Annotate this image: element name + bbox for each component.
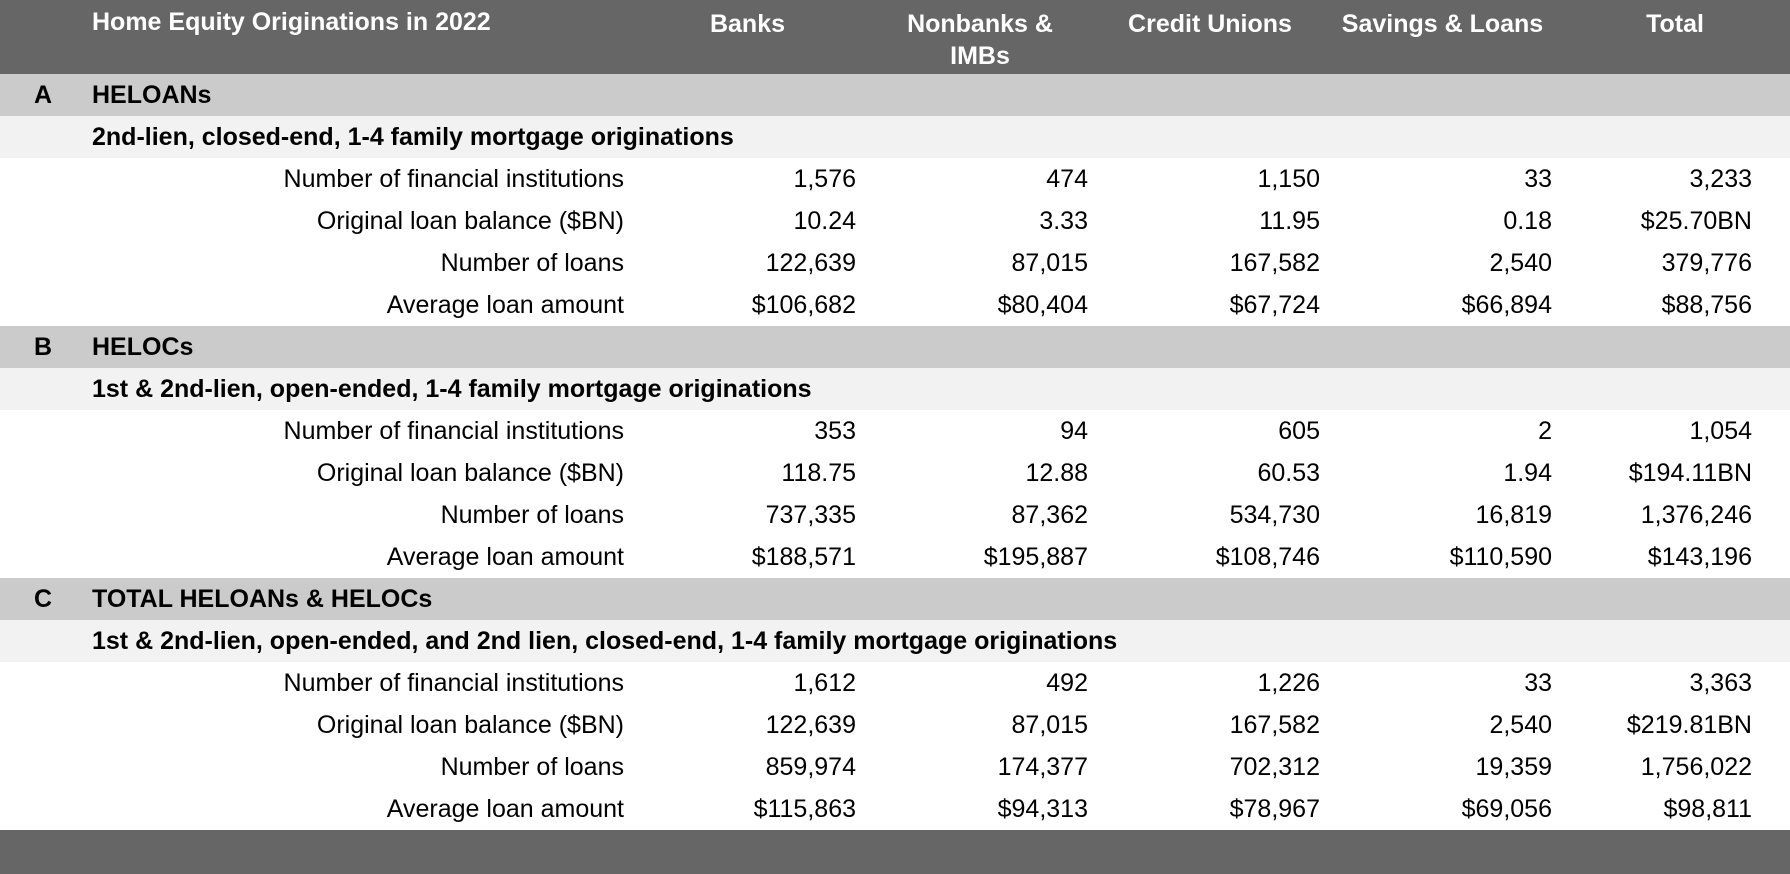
table-header	[0, 0, 1790, 74]
table-row	[0, 536, 1790, 578]
section-letter: A	[34, 81, 53, 109]
cell-total: $98,811	[1663, 795, 1752, 823]
cell-banks: $115,863	[753, 795, 856, 823]
cell-banks: 1,612	[793, 669, 856, 697]
cell-total: $194.11BN	[1628, 459, 1752, 487]
row-label: Average loan amount	[386, 795, 624, 823]
cell-savings-loans: 19,359	[1475, 753, 1552, 781]
table-row	[0, 746, 1790, 788]
section-title: HELOCs	[92, 333, 194, 361]
table-footer-bar	[0, 830, 1790, 874]
cell-nonbanks: $80,404	[997, 291, 1088, 319]
section-bar-a	[0, 74, 1790, 116]
table-row	[0, 494, 1790, 536]
cell-banks: 1,576	[793, 165, 856, 193]
cell-banks: 353	[814, 417, 856, 445]
table-row	[0, 410, 1790, 452]
section-subtitle-c	[0, 620, 1790, 662]
column-header-savings-loans: Savings & Loans	[1341, 10, 1544, 38]
cell-credit-unions: $67,724	[1229, 291, 1320, 319]
table-row	[0, 158, 1790, 200]
cell-banks: 122,639	[765, 711, 856, 739]
row-label: Number of loans	[440, 501, 624, 529]
table-row	[0, 452, 1790, 494]
table-row	[0, 662, 1790, 704]
row-label: Original loan balance ($BN)	[316, 459, 624, 487]
cell-total: 1,054	[1689, 417, 1752, 445]
cell-savings-loans: $110,590	[1449, 543, 1552, 571]
cell-savings-loans: $66,894	[1461, 291, 1552, 319]
cell-banks: 737,335	[765, 501, 856, 529]
cell-nonbanks: 87,362	[1011, 501, 1088, 529]
cell-savings-loans: 2,540	[1489, 249, 1552, 277]
cell-nonbanks: 492	[1046, 669, 1088, 697]
section-subtitle-text: 1st & 2nd-lien, open-ended, and 2nd lien, closed-end, 1-4 family mortgage originations	[92, 627, 1118, 655]
cell-credit-unions: $78,967	[1229, 795, 1320, 823]
section-subtitle-b	[0, 368, 1790, 410]
cell-banks: $106,682	[751, 291, 856, 319]
section-letter: C	[34, 585, 53, 613]
row-label: Average loan amount	[386, 291, 624, 319]
row-label: Average loan amount	[386, 543, 624, 571]
cell-credit-unions: 702,312	[1229, 753, 1320, 781]
cell-savings-loans: 2,540	[1489, 711, 1552, 739]
cell-savings-loans: 33	[1524, 669, 1552, 697]
table-row	[0, 284, 1790, 326]
cell-credit-unions: $108,746	[1215, 543, 1320, 571]
cell-nonbanks: 174,377	[997, 753, 1088, 781]
cell-credit-unions: 1,226	[1257, 669, 1320, 697]
section-subtitle-text: 2nd-lien, closed-end, 1-4 family mortgage originations	[92, 123, 734, 151]
cell-nonbanks: 3.33	[1039, 207, 1088, 235]
cell-banks: 118.75	[781, 459, 856, 487]
cell-savings-loans: 16,819	[1475, 501, 1552, 529]
cell-credit-unions: 60.53	[1257, 459, 1320, 487]
cell-credit-unions: 11.95	[1259, 207, 1320, 235]
section-subtitle-a	[0, 116, 1790, 158]
cell-banks: 10.24	[793, 207, 856, 235]
row-label: Number of loans	[440, 249, 624, 277]
section-title: HELOANs	[92, 81, 212, 109]
table-row	[0, 242, 1790, 284]
table-title: Home Equity Originations in 2022	[92, 8, 491, 36]
cell-credit-unions: 534,730	[1229, 501, 1320, 529]
cell-nonbanks: 474	[1046, 165, 1088, 193]
cell-banks: $188,571	[751, 543, 856, 571]
cell-savings-loans: 33	[1524, 165, 1552, 193]
cell-banks: 122,639	[765, 249, 856, 277]
cell-credit-unions: 167,582	[1229, 249, 1320, 277]
section-title: TOTAL HELOANs & HELOCs	[92, 585, 433, 613]
row-label: Original loan balance ($BN)	[316, 711, 624, 739]
cell-total: $88,756	[1661, 291, 1752, 319]
row-label: Original loan balance ($BN)	[316, 207, 624, 235]
section-bar-c	[0, 578, 1790, 620]
cell-nonbanks: 12.88	[1025, 459, 1088, 487]
cell-total: 1,376,246	[1640, 501, 1752, 529]
column-header-credit-unions: Credit Unions	[1128, 10, 1292, 38]
column-header-banks: Banks	[709, 10, 786, 38]
cell-savings-loans: 0.18	[1503, 207, 1552, 235]
cell-total: $219.81BN	[1626, 711, 1752, 739]
cell-nonbanks: 87,015	[1011, 711, 1088, 739]
cell-nonbanks: 94	[1060, 417, 1088, 445]
section-bar-b	[0, 326, 1790, 368]
cell-nonbanks: $94,313	[997, 795, 1088, 823]
table-row	[0, 200, 1790, 242]
table-row	[0, 704, 1790, 746]
row-label: Number of financial institutions	[283, 417, 624, 445]
cell-credit-unions: 1,150	[1257, 165, 1320, 193]
cell-nonbanks: 87,015	[1011, 249, 1088, 277]
cell-credit-unions: 605	[1278, 417, 1320, 445]
row-label: Number of financial institutions	[283, 165, 624, 193]
cell-total: $25.70BN	[1640, 207, 1752, 235]
cell-nonbanks: $195,887	[983, 543, 1088, 571]
column-header-nonbanks: Nonbanks & IMBs	[907, 10, 1053, 70]
cell-savings-loans: 1.94	[1503, 459, 1552, 487]
cell-savings-loans: 2	[1538, 417, 1552, 445]
table-row	[0, 788, 1790, 830]
cell-banks: 859,974	[765, 753, 856, 781]
cell-total: 1,756,022	[1640, 753, 1752, 781]
section-subtitle-text: 1st & 2nd-lien, open-ended, 1-4 family mortgage originations	[92, 375, 812, 403]
cell-credit-unions: 167,582	[1229, 711, 1320, 739]
cell-total: $143,196	[1647, 543, 1752, 571]
cell-savings-loans: $69,056	[1461, 795, 1552, 823]
cell-total: 3,233	[1689, 165, 1752, 193]
row-label: Number of financial institutions	[283, 669, 624, 697]
cell-total: 3,363	[1689, 669, 1752, 697]
section-letter: B	[34, 333, 53, 361]
row-label: Number of loans	[440, 753, 624, 781]
cell-total: 379,776	[1661, 249, 1752, 277]
column-header-total: Total	[1646, 10, 1704, 38]
